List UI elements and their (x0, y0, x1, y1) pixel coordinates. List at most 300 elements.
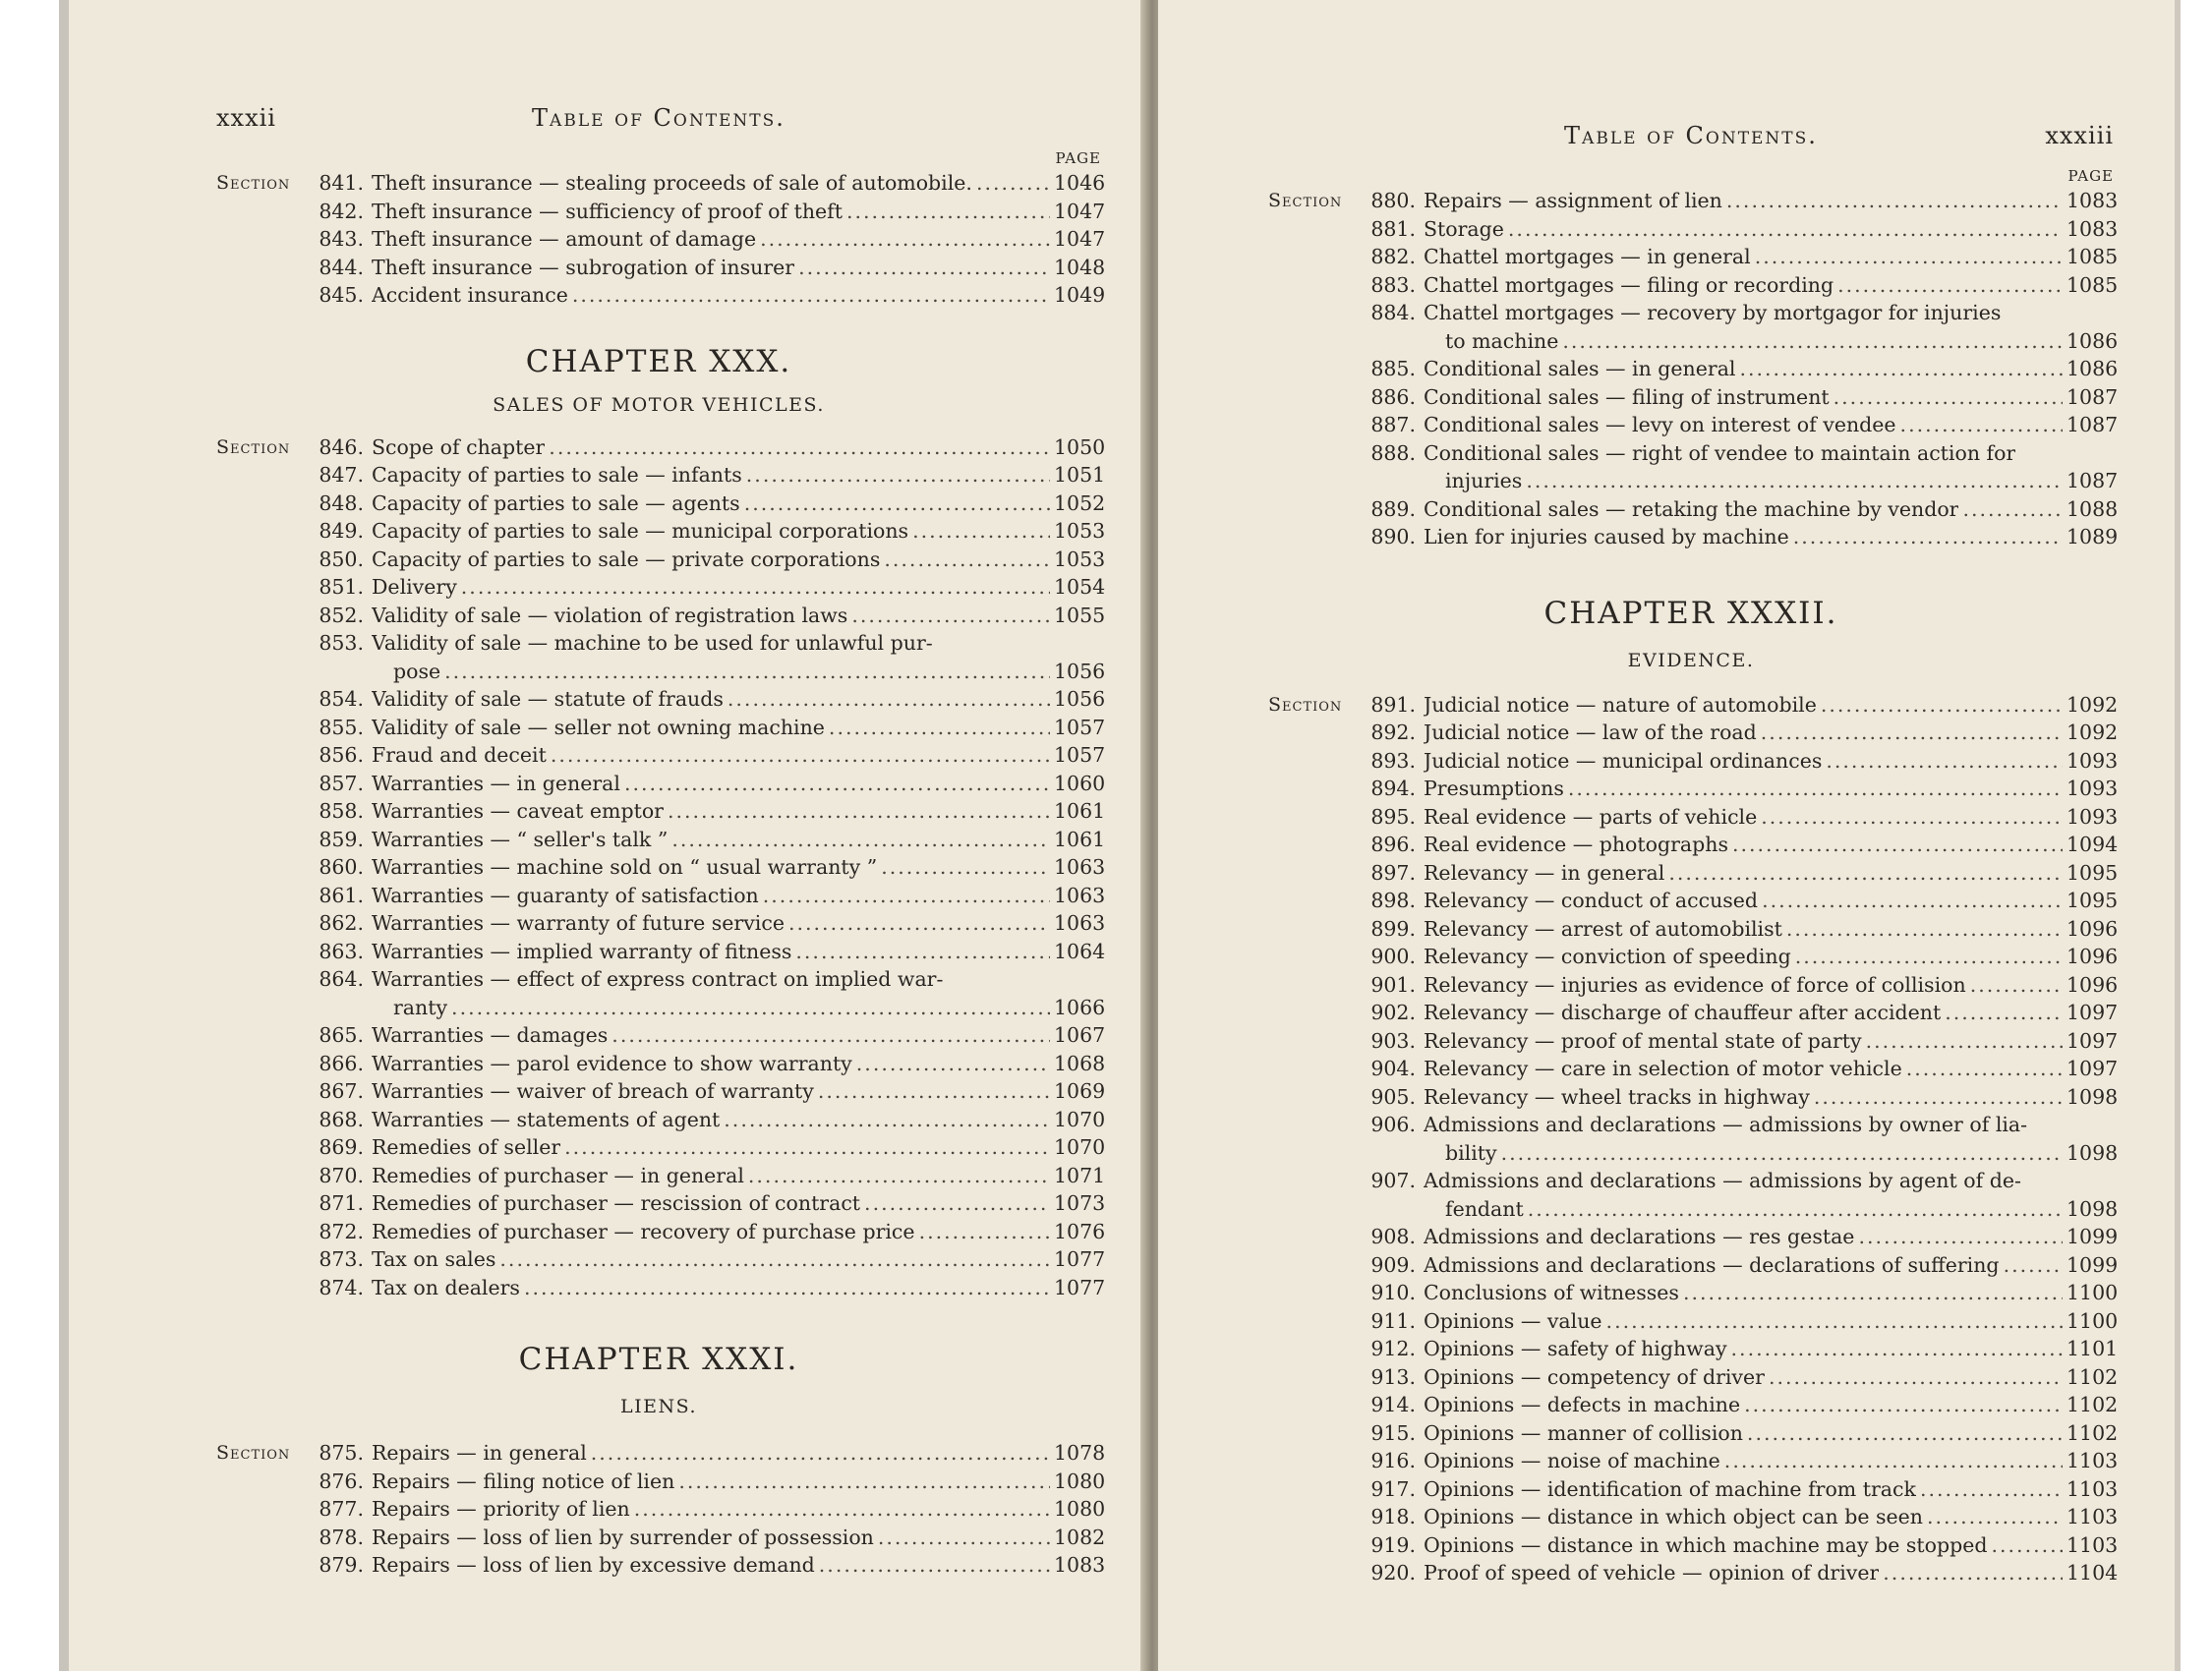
entry-body (372, 1106, 1106, 1134)
entry-line (372, 909, 1106, 938)
entry-body (1424, 831, 2119, 859)
entry-line (1424, 215, 2119, 244)
section-number: 844. (319, 255, 364, 279)
right-top-entries (1268, 187, 2119, 551)
entry-body (372, 225, 1106, 254)
section-number: 913. (1370, 1364, 1416, 1389)
toc-entry (216, 281, 1106, 310)
entry-line (372, 517, 1106, 546)
entry-body (1424, 915, 2119, 944)
toc-entry (216, 1106, 1106, 1134)
dot-leader (551, 741, 1050, 770)
entry-line (372, 198, 1106, 226)
entry-title: Opinions — distance in which object can be seen (1424, 1505, 1923, 1528)
toc-entry (1268, 803, 2119, 832)
page-number: 1067 (1054, 1023, 1106, 1047)
entry-line (372, 1551, 1106, 1580)
chapter-subtitle-xxx: SALES OF MOTOR VEHICLES. (493, 393, 825, 416)
entry-line (1424, 243, 2119, 271)
entry-body (372, 169, 1106, 198)
entry-line (1424, 915, 2119, 944)
section-number: 848. (319, 490, 364, 515)
page-number: 1071 (1054, 1163, 1106, 1187)
section-number: 883. (1370, 272, 1416, 297)
chapter-heading-xxx: CHAPTER XXX. (525, 343, 792, 379)
page-number: 1095 (2066, 889, 2119, 912)
dot-leader (1834, 383, 2063, 412)
section-label: Section (216, 435, 291, 458)
entry-body (372, 882, 1106, 910)
entry-body (372, 1551, 1106, 1580)
entry-title: Tax on dealers (372, 1275, 520, 1299)
entry-body (1424, 1531, 2119, 1560)
entry-title: Relevancy — injuries as evidence of force of collision (1424, 972, 1966, 997)
entry-title: Relevancy — proof of mental state of party (1424, 1028, 1862, 1053)
page-number: 1066 (1054, 995, 1106, 1019)
entry-body (1424, 1307, 2119, 1336)
dot-leader (1762, 887, 2063, 915)
section-number: 895. (1370, 804, 1416, 829)
page-number: 1097 (2066, 1057, 2119, 1080)
section-number: 882. (1370, 245, 1416, 268)
page-number: 1087 (2066, 469, 2119, 492)
entry-line (372, 714, 1106, 742)
entry-title: fendant (1445, 1196, 1524, 1221)
entry-body (1424, 1335, 2119, 1363)
page-number: 1080 (1054, 1497, 1106, 1521)
toc-entry (1268, 1475, 2119, 1504)
section-number: 886. (1370, 384, 1416, 409)
section-number: 878. (319, 1525, 364, 1549)
right-page-column-label: PAGE (2067, 167, 2114, 185)
entry-line (1424, 1167, 2114, 1195)
entry-body (1424, 495, 2119, 524)
dot-leader (1755, 243, 2063, 271)
entry-body (372, 1189, 1106, 1218)
entry-line (1424, 1475, 2119, 1504)
entry-line (1424, 943, 2119, 971)
section-number: 852. (319, 603, 364, 627)
section-number: 877. (319, 1497, 364, 1521)
toc-entry (216, 225, 1106, 254)
dot-leader (881, 853, 1050, 882)
toc-entry (1268, 1307, 2119, 1336)
entry-title: Opinions — safety of highway (1424, 1337, 1727, 1360)
entry-body (372, 490, 1106, 518)
entry-title: Conditional sales — filing of instrument (1424, 384, 1830, 409)
toc-entry (216, 517, 1106, 546)
entry-line (372, 1162, 1106, 1190)
section-number: 862. (319, 911, 364, 935)
entry-line (1424, 1447, 2119, 1475)
toc-entry (1268, 859, 2119, 888)
entry-body (1424, 439, 2119, 495)
section-number: 904. (1370, 1057, 1416, 1080)
entry-line (372, 573, 1106, 602)
toc-entry (216, 826, 1106, 854)
section-number: 876. (319, 1469, 364, 1493)
page-number: 1055 (1054, 603, 1106, 627)
dot-leader (1761, 803, 2063, 832)
toc-entry (216, 490, 1106, 518)
section-number: 845. (319, 283, 364, 307)
section-number: 894. (1370, 777, 1416, 800)
toc-entry (216, 882, 1106, 910)
section-number: 853. (319, 631, 364, 655)
entry-title: Delivery (372, 575, 457, 599)
entry-title: Storage (1424, 216, 1504, 241)
toc-entry (216, 909, 1106, 938)
toc-entry (216, 433, 1106, 462)
dot-leader (572, 281, 1050, 310)
entry-line (1424, 411, 2119, 439)
dot-leader (1508, 215, 2063, 244)
section-number: 920. (1370, 1561, 1416, 1585)
toc-entry (1268, 1083, 2119, 1112)
toc-entry (1268, 215, 2119, 244)
entry-body (372, 1274, 1106, 1302)
toc-entry (216, 1077, 1106, 1106)
section-number: 909. (1370, 1252, 1416, 1277)
dot-leader (1858, 1223, 2063, 1251)
page-number: 1102 (2066, 1420, 2119, 1445)
toc-entry (216, 629, 1106, 685)
entry-line (1424, 803, 2119, 832)
toc-entry (216, 1133, 1106, 1162)
entry-line (372, 1245, 1106, 1274)
toc-entry (216, 965, 1106, 1021)
dot-leader (1761, 719, 2063, 747)
entry-title: Warranties — parol evidence to show warranty (372, 1051, 852, 1075)
entry-line (1424, 1111, 2114, 1139)
entry-title: injuries (1445, 469, 1523, 492)
entry-body (1424, 383, 2119, 412)
dot-leader (1526, 467, 2063, 495)
chapter-heading-xxxii: CHAPTER XXXII. (1543, 595, 1838, 631)
dot-leader (1528, 1195, 2063, 1224)
entry-line (1424, 859, 2119, 888)
section-number: 911. (1370, 1308, 1416, 1333)
dot-leader (1821, 691, 2063, 720)
entry-body (372, 1133, 1106, 1162)
entry-title: Validity of sale — statute of frauds (372, 687, 724, 711)
entry-line (372, 254, 1106, 282)
entry-title: Conditional sales — retaking the machine by vendor (1424, 496, 1959, 521)
entry-body (372, 629, 1106, 685)
dot-leader (884, 546, 1050, 574)
page-number: 1068 (1054, 1051, 1106, 1075)
entry-title: Theft insurance — stealing proceeds of sale of automobile. (372, 171, 972, 195)
toc-entry (1268, 1363, 2119, 1392)
section-number: 846. (319, 434, 364, 459)
entry-title: Proof of speed of vehicle — opinion of driver (1424, 1561, 1880, 1585)
entry-title: Theft insurance — amount of damage (372, 227, 757, 251)
entry-body (1424, 1279, 2119, 1307)
entry-line (372, 490, 1106, 518)
page-number: 1078 (1054, 1441, 1106, 1465)
entry-title: Accident insurance (372, 283, 568, 307)
entry-title: Opinions — value (1424, 1308, 1602, 1333)
entry-line (1424, 1307, 2119, 1336)
entry-line (372, 1133, 1106, 1162)
entry-body (372, 461, 1106, 490)
page-number: 1093 (2066, 748, 2119, 773)
dot-leader (1606, 1307, 2063, 1336)
entry-line (1424, 1531, 2119, 1560)
entry-body (372, 965, 1106, 1021)
entry-title: Admissions and declarations — declarations of suffering (1424, 1252, 2000, 1277)
section-number: 916. (1370, 1449, 1416, 1472)
page-number: 1073 (1054, 1191, 1106, 1215)
toc-entry (1268, 495, 2119, 524)
toc-entry (1268, 383, 2119, 412)
page-number: 1089 (2066, 525, 2119, 548)
entry-body (1424, 775, 2119, 803)
left-page (59, 0, 1152, 1671)
toc-entry (216, 938, 1106, 966)
entry-body (1424, 215, 2119, 244)
section-label: Section (1268, 190, 1343, 211)
entry-line (1424, 691, 2119, 720)
section-number: 900. (1370, 945, 1416, 968)
section-number: 907. (1370, 1169, 1416, 1192)
dot-leader (976, 169, 1050, 198)
toc-entry (1268, 971, 2119, 1000)
dot-leader (624, 770, 1050, 798)
left-running-head (216, 104, 1101, 142)
entry-line (372, 994, 1106, 1022)
entry-title: Admissions and declarations — admissions by agent of de- (1424, 1169, 2021, 1192)
dot-leader (744, 490, 1050, 518)
section-number: 856. (319, 743, 364, 767)
entry-title: Validity of sale — violation of registration laws (372, 603, 848, 627)
page-number: 1050 (1054, 434, 1106, 459)
section-number: 873. (319, 1247, 364, 1271)
toc-entry (1268, 691, 2119, 720)
section-number: 908. (1370, 1225, 1416, 1248)
section-number: 869. (319, 1135, 364, 1159)
entry-body (1424, 1475, 2119, 1504)
toc-entry (1268, 411, 2119, 439)
page-number: 1051 (1054, 463, 1106, 487)
entry-line (372, 797, 1106, 826)
section-number: 868. (319, 1107, 364, 1131)
entry-title: Remedies of purchaser — in general (372, 1163, 744, 1187)
dot-leader (1793, 523, 2063, 551)
dot-leader (798, 254, 1050, 282)
section-number: 854. (319, 687, 364, 711)
page-number: 1049 (1054, 283, 1106, 307)
entry-line (372, 741, 1106, 770)
toc-entry (216, 169, 1106, 198)
entry-title: Opinions — competency of driver (1424, 1364, 1765, 1389)
dot-leader (1769, 1363, 2063, 1392)
entry-title: Remedies of seller (372, 1135, 561, 1159)
entry-body (372, 546, 1106, 574)
dot-leader (668, 797, 1050, 826)
entry-title: Chattel mortgages — filing or recording (1424, 272, 1834, 297)
chapter-xxxii-entries (1268, 691, 2119, 1587)
entry-line (372, 1077, 1106, 1106)
toc-entry (1268, 355, 2119, 383)
section-number: 879. (319, 1553, 364, 1577)
page-number: 1046 (1054, 171, 1106, 195)
entry-line (372, 1021, 1106, 1050)
entry-title: Warranties — implied warranty of fitness (372, 939, 792, 963)
entry-line (1424, 1055, 2119, 1083)
dot-leader (1962, 495, 2063, 524)
toc-entry (1268, 1055, 2119, 1083)
entry-body (1424, 1419, 2119, 1448)
entry-title: Lien for injuries caused by machine (1424, 525, 1789, 548)
section-number: 881. (1370, 216, 1416, 241)
toc-entry (216, 1162, 1106, 1190)
entry-body (372, 1468, 1106, 1496)
entry-body (1424, 299, 2119, 355)
entry-body (372, 741, 1106, 770)
page-number: 1103 (2066, 1476, 2119, 1501)
entry-title: Chattel mortgages — in general (1424, 245, 1751, 268)
entry-line (372, 629, 1101, 658)
page-number: 1064 (1054, 939, 1106, 963)
page-number: 1056 (1054, 659, 1106, 683)
entry-body (1424, 411, 2119, 439)
entry-title: Judicial notice — nature of automobile (1424, 692, 1817, 717)
section-label: Section (216, 172, 291, 194)
section-number: 859. (319, 827, 364, 851)
section-number: 843. (319, 227, 364, 251)
section-number: 901. (1370, 972, 1416, 997)
section-number: 896. (1370, 833, 1416, 856)
page-number: 1097 (2066, 1001, 2119, 1024)
dot-leader (746, 461, 1050, 490)
dot-leader (1683, 1279, 2063, 1307)
left-page-column-label: PAGE (1055, 149, 1101, 167)
entry-line (372, 1439, 1106, 1468)
section-number: 850. (319, 547, 364, 571)
entry-title: Real evidence — photographs (1424, 833, 1728, 856)
section-number: 872. (319, 1219, 364, 1243)
entry-body (372, 685, 1106, 714)
section-number: 917. (1370, 1476, 1416, 1501)
page-number: 1096 (2066, 945, 2119, 968)
entry-line (1424, 971, 2119, 1000)
toc-entry (216, 1218, 1106, 1246)
dot-leader (1747, 1419, 2063, 1448)
dot-leader (1744, 1391, 2063, 1419)
dot-leader (1814, 1083, 2063, 1112)
entry-title: Repairs — priority of lien (372, 1497, 630, 1521)
section-number: 875. (319, 1441, 364, 1465)
right-page-number: xxxiii (2045, 122, 2114, 149)
section-number: 897. (1370, 860, 1416, 885)
page-number: 1077 (1054, 1247, 1106, 1271)
page-number: 1070 (1054, 1135, 1106, 1159)
entry-line (372, 1495, 1106, 1524)
entry-body (372, 602, 1106, 630)
page-number: 1092 (2066, 720, 2119, 744)
entry-line (372, 853, 1106, 882)
entry-body (372, 1495, 1106, 1524)
dot-leader (1826, 747, 2063, 776)
toc-entry (216, 1468, 1106, 1496)
toc-entry (1268, 187, 2119, 215)
entry-body (1424, 271, 2119, 300)
page-number: 1063 (1054, 883, 1106, 907)
entry-body (1424, 859, 2119, 888)
dot-leader (549, 433, 1050, 462)
dot-leader (1562, 327, 2063, 356)
entry-line (372, 461, 1106, 490)
entry-line (372, 658, 1106, 686)
entry-body (1424, 1167, 2119, 1223)
page-number: 1093 (2066, 777, 2119, 800)
page-number: 1080 (1054, 1469, 1106, 1493)
section-number: 863. (319, 939, 364, 963)
entry-line (372, 1106, 1106, 1134)
entry-line (1424, 187, 2119, 215)
page-number: 1094 (2066, 833, 2119, 856)
dot-leader (1866, 1027, 2063, 1056)
entry-line (1424, 327, 2119, 356)
toc-entry (1268, 1391, 2119, 1419)
dot-leader (1786, 915, 2063, 944)
entry-title: Opinions — manner of collision (1424, 1420, 1743, 1445)
entry-title: Relevancy — in general (1424, 860, 1665, 885)
page-number: 1100 (2066, 1281, 2119, 1304)
dot-leader (499, 1245, 1050, 1274)
entry-title: Presumptions (1424, 777, 1564, 800)
page-number: 1103 (2066, 1449, 2119, 1472)
section-number: 902. (1370, 1001, 1416, 1024)
page-number: 1057 (1054, 743, 1106, 767)
entry-body (1424, 1503, 2119, 1531)
entry-title: bility (1445, 1140, 1497, 1165)
page-number: 1053 (1054, 519, 1106, 543)
page-number: 1060 (1054, 771, 1106, 795)
entry-line (1424, 1027, 2119, 1056)
toc-entry (216, 198, 1106, 226)
dot-leader (728, 685, 1050, 714)
entry-line (1424, 299, 2114, 327)
entry-line (1424, 355, 2119, 383)
section-number: 874. (319, 1275, 364, 1299)
section-number: 887. (1370, 413, 1416, 436)
entry-line (1424, 1279, 2119, 1307)
entry-title: Capacity of parties to sale — private corporations (372, 547, 881, 571)
entry-body (1424, 1251, 2119, 1280)
section-label: Section (216, 1442, 291, 1464)
right-running-head (1268, 122, 2114, 159)
entry-title: Remedies of purchaser — recovery of purchase price (372, 1219, 915, 1243)
dot-leader (1795, 943, 2063, 971)
entry-body (1424, 1055, 2119, 1083)
section-number: 906. (1370, 1113, 1416, 1136)
page-number: 1056 (1054, 687, 1106, 711)
section-number: 860. (319, 855, 364, 879)
toc-entry (216, 1495, 1106, 1524)
toc-entry (1268, 1111, 2119, 1167)
entry-title: Relevancy — discharge of chauffeur after accident (1424, 1001, 1942, 1024)
section-number: 855. (319, 715, 364, 739)
entry-body (1424, 719, 2119, 747)
left-top-entries (216, 169, 1106, 310)
toc-entry (1268, 915, 2119, 944)
dot-leader (1668, 859, 2063, 888)
dot-leader (564, 1133, 1050, 1162)
entry-title: Real evidence — parts of vehicle (1424, 804, 1758, 829)
entry-line (1424, 271, 2119, 300)
